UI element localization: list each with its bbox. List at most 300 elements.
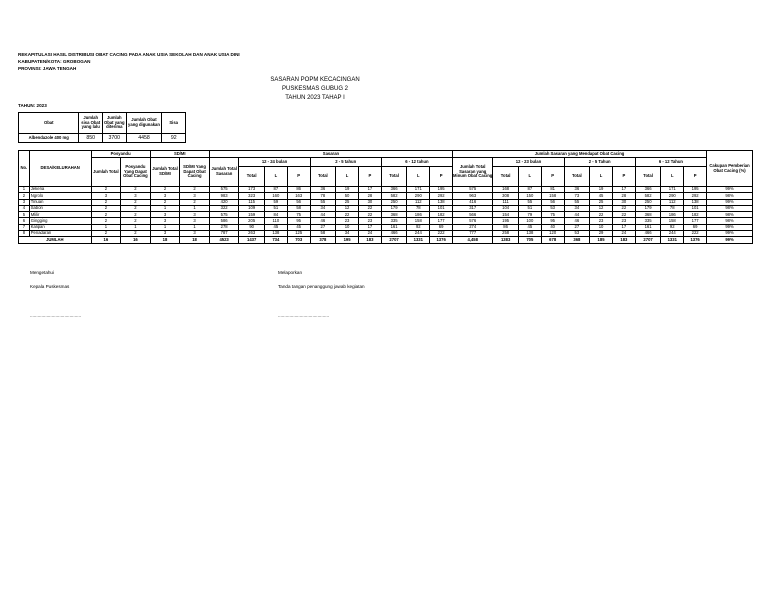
total-cell: 195 <box>336 237 359 243</box>
table-cell: 86 <box>287 187 310 193</box>
table-cell: 274 <box>453 224 493 230</box>
table-cell: 195 <box>493 218 519 224</box>
table-cell: 250 <box>635 199 661 205</box>
table-cell: 575 <box>209 187 239 193</box>
table-cell: 98% <box>707 218 753 224</box>
table-cell: 182 <box>430 212 453 218</box>
table-cell: 161 <box>381 224 407 230</box>
table-cell: 84 <box>264 212 287 218</box>
penanggung-jawab-label: Tanda tangan penanggung jawab kegiatan <box>278 284 365 289</box>
table-cell: 28 <box>358 193 381 199</box>
jumlah-sasaran-header: Jumlah Total Sasaran <box>209 158 239 187</box>
table-cell: 575 <box>209 212 239 218</box>
table-cell: 160 <box>264 193 287 199</box>
kepala-puskesmas-label: Kepala Puskesmas <box>30 284 70 289</box>
table-cell: 195 <box>684 187 707 193</box>
table-cell: 3 <box>180 193 210 199</box>
table-cell: 171 <box>661 187 684 193</box>
minum-6-12-header: 6 - 12 Tahun <box>635 158 706 167</box>
p-header: P <box>287 167 310 187</box>
l-header: L <box>590 167 613 187</box>
table-cell: 158 <box>661 218 684 224</box>
table-cell: 322 <box>209 205 239 211</box>
table-cell: 2 <box>180 187 210 193</box>
table-cell: 25 <box>590 199 613 205</box>
p-header: P <box>684 167 707 187</box>
table-cell: 95 <box>541 218 564 224</box>
left-signature-line: ........................................ <box>30 313 82 318</box>
table-cell: 6 <box>19 218 30 224</box>
table-cell: 366 <box>635 187 661 193</box>
table-cell: 582 <box>635 193 661 199</box>
table-cell: 1 <box>19 187 30 193</box>
minum-12-23-header: 12 - 23 bulan <box>493 158 564 167</box>
provinsi-label: PROVINSI: JAWA TENGAH <box>18 66 77 71</box>
total-cell: 703 <box>287 237 310 243</box>
table-cell: 56 <box>541 199 564 205</box>
table-cell: 4 <box>19 205 30 211</box>
table-cell: 2 <box>150 199 180 205</box>
table-cell: 250 <box>381 199 407 205</box>
table-cell: 55 <box>564 199 590 205</box>
center-title-3: TAHUN 2023 TAHAP I <box>285 95 345 101</box>
table-cell: 292 <box>430 193 453 199</box>
table-cell: 34 <box>336 231 359 237</box>
table-cell: 2 <box>91 231 121 237</box>
table-cell: 45 <box>287 224 310 230</box>
table-cell: 2 <box>121 187 151 193</box>
table-cell: 159 <box>239 212 265 218</box>
table-cell: 186 <box>407 212 430 218</box>
report-title: REKAPITULASI HASIL DISTRIBUSI OBAT CACING PADA ANAK USIA SEKOLAH DAN ANAK USIA DINI <box>18 52 240 57</box>
table-cell: 3 <box>91 193 121 199</box>
table-cell: 161 <box>635 224 661 230</box>
table-cell: 158 <box>407 218 430 224</box>
table-cell: 36 <box>310 187 336 193</box>
table-cell: 99% <box>707 187 753 193</box>
desa-cell: Sabon <box>29 205 91 211</box>
total-row <box>19 237 753 243</box>
total-header: Total <box>493 167 519 187</box>
table-cell: 110 <box>264 218 287 224</box>
table-cell: 98% <box>707 193 753 199</box>
melaporkan-label: Melaporkan <box>278 270 303 275</box>
total-cell: 18 <box>180 237 210 243</box>
table-cell: 466 <box>381 231 407 237</box>
table-cell: 51 <box>264 205 287 211</box>
total-cell: 1383 <box>493 237 519 243</box>
desa-cell: Kalipan <box>29 224 91 230</box>
table-cell: 205 <box>239 218 265 224</box>
total-cell: 185 <box>590 237 613 243</box>
desa-cell: Penadaran <box>29 231 91 237</box>
table-cell: 777 <box>453 231 493 237</box>
table-cell: 55 <box>310 199 336 205</box>
main-table-body <box>19 187 753 244</box>
table-cell: 177 <box>430 218 453 224</box>
p-header: P <box>358 167 381 187</box>
right-signature-line: ........................................ <box>278 313 330 318</box>
table-cell: 335 <box>381 218 407 224</box>
table-cell: 95 <box>287 218 310 224</box>
sdmi-group-header: SD/MI <box>150 151 209 158</box>
table-cell: 290 <box>407 193 430 199</box>
sisa-lalu-header: Jumlah sisa Obat yang lalu <box>79 113 103 134</box>
table-cell: 86 <box>493 224 519 230</box>
sisa-value: 92 <box>162 134 186 143</box>
table-cell: 222 <box>684 231 707 237</box>
kabupaten-label: KABUPATEN/KOTA: GROBOGAN <box>18 59 91 64</box>
l-header: L <box>518 167 541 187</box>
table-cell: 244 <box>661 231 684 237</box>
digunakan-value: 4458 <box>126 134 162 143</box>
desa-cell: Jekeria <box>29 187 91 193</box>
table-cell: 163 <box>287 193 310 199</box>
total-cell: 1331 <box>661 237 684 243</box>
center-title-2: PUSKESMAS GUBUG 2 <box>281 86 349 92</box>
table-cell: 81 <box>541 187 564 193</box>
table-cell: 138 <box>684 199 707 205</box>
total-cell: 2707 <box>381 237 407 243</box>
p-header: P <box>430 167 453 187</box>
table-cell: 138 <box>430 199 453 205</box>
sasaran-2-5-header: 2 - 5 tahun <box>310 158 381 167</box>
l-header: L <box>336 167 359 187</box>
table-cell: 87 <box>518 187 541 193</box>
table-cell: 158 <box>541 193 564 199</box>
table-cell: 17 <box>358 224 381 230</box>
table-cell: 292 <box>684 193 707 199</box>
table-cell: 69 <box>684 224 707 230</box>
total-cell: 99% <box>707 237 753 243</box>
table-cell: 23 <box>612 218 635 224</box>
total-cell: 4523 <box>209 237 239 243</box>
table-cell: 101 <box>684 205 707 211</box>
table-cell: 22 <box>358 212 381 218</box>
table-cell: 120 <box>541 231 564 237</box>
table-cell: 3 <box>150 212 180 218</box>
table-cell: 3 <box>150 231 180 237</box>
table-cell: 586 <box>209 218 239 224</box>
table-cell: 1 <box>150 205 180 211</box>
table-cell: 25 <box>336 199 359 205</box>
tahun-label: TAHUN: 2023 <box>18 103 47 108</box>
table-cell: 58 <box>287 205 310 211</box>
table-cell: 112 <box>407 199 430 205</box>
table-cell: 308 <box>493 193 519 199</box>
table-cell: 154 <box>493 212 519 218</box>
table-cell: 5 <box>19 212 30 218</box>
cakupan-header: Cakupan Pemberian Obat Cacing (%) <box>707 151 753 187</box>
sasaran-6-12-header: 6 - 12 tahun <box>381 158 452 167</box>
table-cell: 23 <box>590 218 613 224</box>
digunakan-header: Jumlah Obat yang digunakan <box>126 113 162 134</box>
table-cell: 99% <box>707 224 753 230</box>
table-cell: 290 <box>661 193 684 199</box>
table-cell: 3 <box>150 218 180 224</box>
l-header: L <box>407 167 430 187</box>
table-cell: 582 <box>381 193 407 199</box>
table-cell: 56 <box>287 199 310 205</box>
sisa-header: Sisa <box>162 113 186 134</box>
table-cell: 98% <box>707 205 753 211</box>
table-cell: 55 <box>518 199 541 205</box>
table-cell: 8 <box>19 231 30 237</box>
table-cell: 1 <box>91 224 121 230</box>
table-cell: 78 <box>661 205 684 211</box>
table-cell: 79 <box>518 212 541 218</box>
table-cell: 24 <box>358 231 381 237</box>
sasaran-12-24-header: 12 - 24 bulan <box>239 158 310 167</box>
desa-cell: Tinuan <box>29 199 91 205</box>
table-cell: 29 <box>590 231 613 237</box>
desa-cell: Ngrolo <box>29 193 91 199</box>
total-header: Total <box>564 167 590 187</box>
obat-table <box>18 112 186 143</box>
table-cell: 104 <box>493 205 519 211</box>
table-cell: 109 <box>239 205 265 211</box>
table-cell: 278 <box>209 224 239 230</box>
table-cell: 10 <box>590 224 613 230</box>
table-cell: 17 <box>612 224 635 230</box>
table-cell: 3 <box>180 231 210 237</box>
table-cell: 179 <box>635 205 661 211</box>
table-cell: 44 <box>564 212 590 218</box>
table-cell: 22 <box>612 212 635 218</box>
table-cell: 2 <box>121 231 151 237</box>
table-cell: 22 <box>336 212 359 218</box>
table-cell: 112 <box>661 199 684 205</box>
minum-group-header: Jumlah Sasaran yang Mendapat Obat Cacing <box>453 151 707 158</box>
obat-header: Obat <box>19 113 79 134</box>
total-header: Total <box>381 167 407 187</box>
table-cell: 168 <box>493 187 519 193</box>
center-title-1: SASARAN POPM KECACINGAN <box>270 77 360 83</box>
table-cell: 69 <box>430 224 453 230</box>
table-cell: 3 <box>150 193 180 199</box>
table-cell: 963 <box>453 193 493 199</box>
table-cell: 45 <box>590 193 613 199</box>
total-cell: 2707 <box>635 237 661 243</box>
table-cell: 17 <box>612 187 635 193</box>
table-cell: 182 <box>684 212 707 218</box>
table-cell: 2 <box>180 199 210 205</box>
table-cell: 30 <box>612 199 635 205</box>
p-header: P <box>541 167 564 187</box>
table-cell: 177 <box>684 218 707 224</box>
table-cell: 2 <box>121 205 151 211</box>
total-cell: 183 <box>612 237 635 243</box>
table-cell: 244 <box>407 231 430 237</box>
table-cell: 19 <box>590 187 613 193</box>
table-cell: 51 <box>518 205 541 211</box>
table-cell: 12 <box>590 205 613 211</box>
no-header: No. <box>19 151 30 187</box>
table-cell: 416 <box>453 199 493 205</box>
table-cell: 575 <box>453 187 493 193</box>
table-cell: 24 <box>612 231 635 237</box>
table-cell: 59 <box>264 199 287 205</box>
total-cell: 1437 <box>239 237 265 243</box>
table-cell: 179 <box>381 205 407 211</box>
table-cell: 2 <box>121 212 151 218</box>
table-cell: 58 <box>310 231 336 237</box>
l-header: L <box>264 167 287 187</box>
total-cell: 705 <box>518 237 541 243</box>
table-cell: 101 <box>430 205 453 211</box>
p-header: P <box>612 167 635 187</box>
table-cell: 2 <box>91 218 121 224</box>
desa-header: DESA/KELURAHAN <box>29 151 91 187</box>
l-header: L <box>661 167 684 187</box>
table-cell: 1 <box>150 224 180 230</box>
table-cell: 258 <box>493 231 519 237</box>
table-cell: 27 <box>564 224 590 230</box>
table-cell: 566 <box>453 212 493 218</box>
total-cell: 368 <box>564 237 590 243</box>
table-cell: 75 <box>541 212 564 218</box>
table-cell: 173 <box>239 187 265 193</box>
total-cell: 734 <box>264 237 287 243</box>
table-cell: 22 <box>358 205 381 211</box>
table-cell: 150 <box>518 193 541 199</box>
desa-cell: Mlilir <box>29 212 91 218</box>
table-cell: 75 <box>287 212 310 218</box>
jumlah-total-posyandu-header: Jumlah Total <box>91 158 121 187</box>
table-cell: 3 <box>180 218 210 224</box>
table-cell: 323 <box>239 193 265 199</box>
total-cell: 1376 <box>684 237 707 243</box>
table-cell: 983 <box>209 193 239 199</box>
mengetahui-label: Mengetahui <box>30 270 55 275</box>
posyandu-group-header: Posyandu <box>91 151 150 158</box>
total-cell: 16 <box>121 237 151 243</box>
table-cell: 466 <box>635 231 661 237</box>
table-cell: 2 <box>91 199 121 205</box>
table-cell: 34 <box>310 205 336 211</box>
table-cell: 98% <box>707 212 753 218</box>
table-cell: 3 <box>19 199 30 205</box>
table-cell: 50 <box>336 193 359 199</box>
table-cell: 2 <box>19 193 30 199</box>
table-cell: 28 <box>612 193 635 199</box>
table-cell: 420 <box>209 199 239 205</box>
total-cell: 678 <box>541 237 564 243</box>
table-cell: 99% <box>707 199 753 205</box>
table-cell: 186 <box>661 212 684 218</box>
table-cell: 100 <box>518 218 541 224</box>
table-cell: 22 <box>590 212 613 218</box>
table-cell: 576 <box>453 218 493 224</box>
table-cell: 2 <box>91 187 121 193</box>
table-cell: 787 <box>209 231 239 237</box>
total-cell: 1376 <box>430 237 453 243</box>
jumlah-total-sdmi-header: Jumlah Total SD/MI <box>150 158 180 187</box>
table-cell: 368 <box>381 212 407 218</box>
jumlah-label: JUMLAH <box>19 237 92 243</box>
table-cell: 23 <box>358 218 381 224</box>
jumlah-minum-header: Jumlah Total Sasaran yang Minum Obat Cacing <box>453 158 493 187</box>
table-cell: 22 <box>612 205 635 211</box>
table-cell: 23 <box>336 218 359 224</box>
table-cell: 92 <box>407 224 430 230</box>
table-cell: 36 <box>564 187 590 193</box>
table-cell: 73 <box>564 193 590 199</box>
total-cell: 1331 <box>407 237 430 243</box>
table-cell: 195 <box>430 187 453 193</box>
total-cell: 4,458 <box>453 237 493 243</box>
table-cell: 30 <box>358 199 381 205</box>
table-cell: 171 <box>407 187 430 193</box>
table-cell: 45 <box>518 224 541 230</box>
total-header: Total <box>239 167 265 187</box>
table-cell: 263 <box>239 231 265 237</box>
table-cell: 10 <box>336 224 359 230</box>
table-cell: 40 <box>541 224 564 230</box>
table-cell: 90 <box>239 224 265 230</box>
diterima-value: 3700 <box>103 134 127 143</box>
table-cell: 3 <box>121 193 151 199</box>
table-cell: 2 <box>121 199 151 205</box>
table-cell: 111 <box>493 199 519 205</box>
table-cell: 27 <box>310 224 336 230</box>
minum-2-5-header: 2 - 5 Tahun <box>564 158 635 167</box>
table-cell: 317 <box>453 205 493 211</box>
table-cell: 17 <box>358 187 381 193</box>
table-cell: 78 <box>407 205 430 211</box>
table-cell: 2 <box>91 205 121 211</box>
posyandu-dapat-header: Posyandu Yang Dapat Obat Cacing <box>121 158 151 187</box>
table-cell: 87 <box>264 187 287 193</box>
table-cell: 1 <box>180 205 210 211</box>
table-cell: 1 <box>180 224 210 230</box>
table-cell: 7 <box>19 224 30 230</box>
total-cell: 378 <box>310 237 336 243</box>
table-cell: 125 <box>287 231 310 237</box>
table-cell: 19 <box>336 187 359 193</box>
total-header: Total <box>310 167 336 187</box>
table-cell: 138 <box>518 231 541 237</box>
table-cell: 12 <box>336 205 359 211</box>
sasaran-group-header: Sasaran <box>209 151 452 158</box>
table-cell: 2 <box>121 218 151 224</box>
table-cell: 366 <box>381 187 407 193</box>
table-cell: 368 <box>635 212 661 218</box>
table-cell: 53 <box>541 205 564 211</box>
total-cell: 16 <box>91 237 121 243</box>
table-cell: 99% <box>707 231 753 237</box>
table-cell: 34 <box>564 205 590 211</box>
table-cell: 1 <box>121 224 151 230</box>
sisa-lalu-value: 850 <box>79 134 103 143</box>
diterima-header: Jumlah Obat yang diterima <box>103 113 127 134</box>
table-cell: 335 <box>635 218 661 224</box>
table-cell: 2 <box>150 187 180 193</box>
table-cell: 2 <box>91 212 121 218</box>
table-cell: 46 <box>310 218 336 224</box>
main-table <box>18 150 753 244</box>
table-cell: 115 <box>239 199 265 205</box>
table-cell: 44 <box>310 212 336 218</box>
table-cell: 46 <box>564 218 590 224</box>
total-cell: 183 <box>358 237 381 243</box>
obat-name: Albendazole 400 mg <box>19 134 79 143</box>
table-cell: 53 <box>564 231 590 237</box>
table-cell: 92 <box>661 224 684 230</box>
table-cell: 45 <box>264 224 287 230</box>
total-cell: 18 <box>150 237 180 243</box>
total-header: Total <box>635 167 661 187</box>
